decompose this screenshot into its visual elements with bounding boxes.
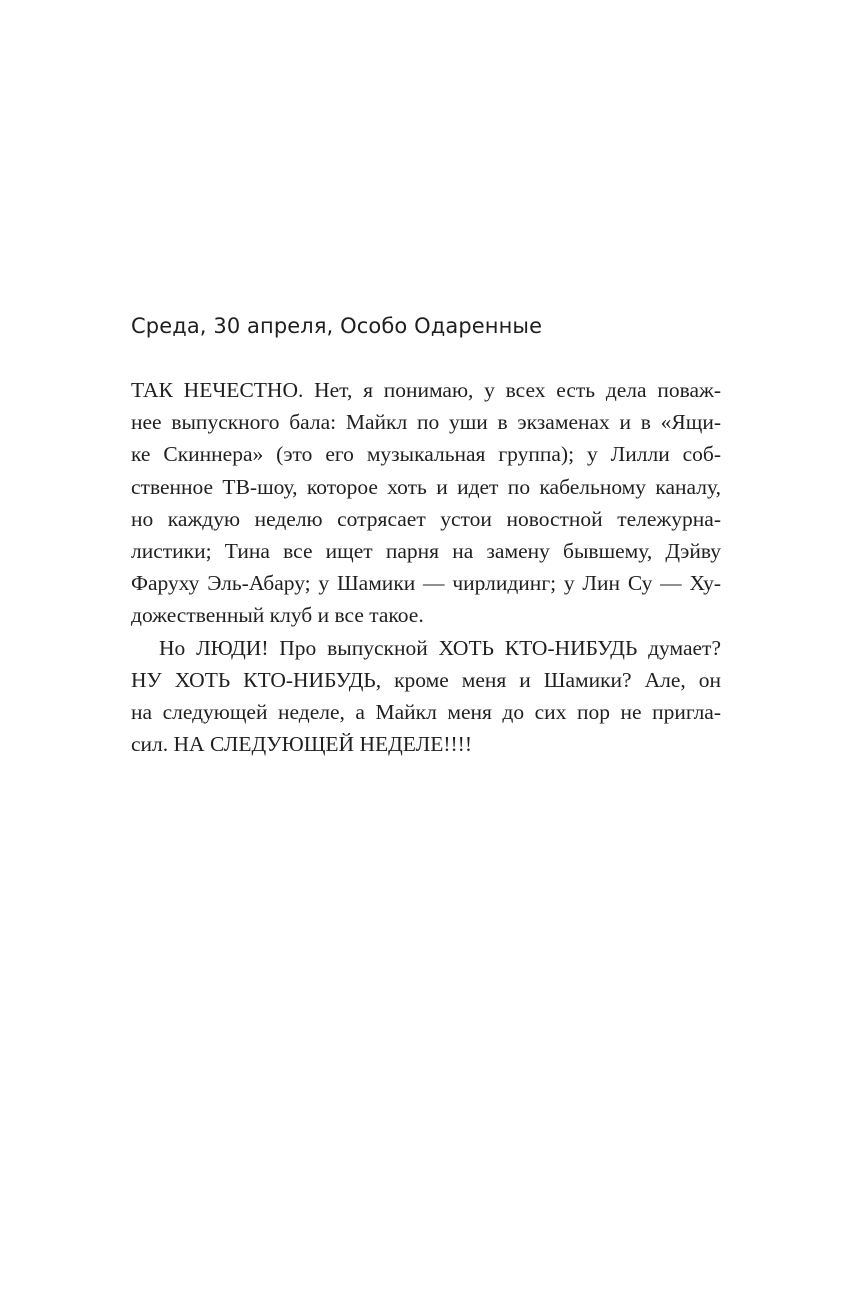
text-line: Но ЛЮДИ! Про выпускной ХОТЬ КТО-НИБУДЬ думает? — [159, 635, 721, 660]
paragraph-2 — [131, 632, 721, 761]
text-line: дожественный клуб и все такое. — [131, 603, 424, 628]
text-line: ТАК НЕЧЕСТНО. Нет, я понимаю, у всех есть дела поваж- — [131, 378, 721, 402]
text-line: ственное ТВ-шоу, которое хоть и идет по кабельному каналу, — [131, 474, 721, 499]
text-line: Фаруху Эль-Абару; у Шамики — чирлидинг; у Лин Су — Ху- — [131, 571, 721, 596]
text-line: нее выпускного бала: Майкл по уши в экзаменах и в «Ящи- — [131, 410, 721, 435]
diary-entry-heading: Среда, 30 апреля, Особо Одаренные — [131, 314, 543, 338]
text-line: НУ ХОТЬ КТО-НИБУДЬ, кроме меня и Шамики? Але, он — [131, 667, 721, 692]
text-line: сил. НА СЛЕДУЮЩЕЙ НЕДЕЛЕ!!!! — [131, 732, 472, 757]
paragraph-1 — [131, 374, 721, 632]
diary-entry-body — [131, 374, 721, 760]
text-line: но каждую неделю сотрясает устои новостной тележурна- — [131, 506, 721, 531]
text-line: ке Скиннера» (это его музыкальная группа); у Лилли соб- — [131, 442, 721, 467]
text-line: листики; Тина все ищет парня на замену бывшему, Дэйву — [131, 538, 721, 563]
text-line: на следующей неделе, а Майкл меня до сих пор не пригла- — [131, 699, 721, 724]
